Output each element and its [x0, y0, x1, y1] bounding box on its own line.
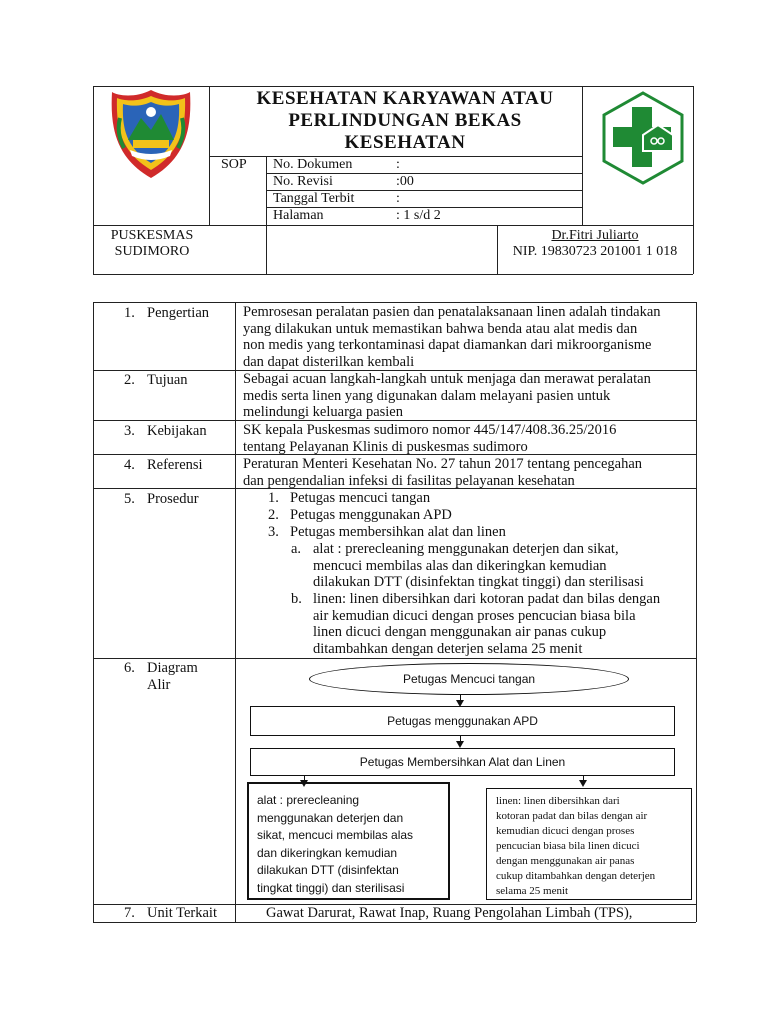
section-content-related-units: Gawat Darurat, Rawat Inap, Ruang Pengolahan Limbah (TPS), — [266, 905, 633, 921]
substep-line: linen: linen dibersihkan dari kotoran padat dan bilas dengan — [313, 591, 661, 607]
signer-name: Dr.Fitri Juliarto — [551, 228, 639, 243]
facility-line: SUDIMORO — [114, 244, 190, 259]
flow-start-label: Petugas Mencuci tangan — [402, 672, 536, 686]
content-line: dan pengendalian infeksi di fasilitas pelayanan kesehatan — [243, 472, 575, 489]
title-line: KESEHATAN KARYAWAN ATAU — [256, 88, 554, 109]
substep-line: air kemudian dicuci dengan proses pencucian biasa bila — [313, 607, 636, 624]
flow-arrowhead — [579, 780, 587, 787]
substep-line: dilakukan DTT (disinfektan tingkat tinggi) dan sterilisasi — [313, 574, 644, 590]
meta-value-issue-date: : — [396, 191, 400, 206]
meta-value-revision: :00 — [396, 174, 414, 189]
substep-line: ditambahkan dengan deterjen selama 25 menit — [313, 640, 583, 657]
regency-emblem-logo — [108, 88, 194, 180]
flow-box-tools — [247, 782, 450, 900]
section-label — [147, 660, 198, 693]
flow-box-line: kotoran padat dan bilas dengan air — [496, 810, 648, 822]
meta-label-document-number: No. Dokumen — [273, 157, 353, 172]
flow-step-apd — [250, 706, 675, 736]
section-content-definition — [243, 304, 661, 370]
section-label: Pengertian — [147, 305, 210, 321]
flow-box-line: dengan menggunakan air panas — [496, 855, 635, 867]
flow-step-clean — [250, 748, 675, 776]
procedure-substep-letter: b. — [291, 591, 302, 607]
meta-label-page: Halaman — [273, 208, 324, 223]
section-label: Prosedur — [147, 491, 199, 507]
section-number: 1. — [124, 305, 135, 321]
flow-box-line: dilakukan DTT (disinfektan — [257, 863, 399, 877]
content-line: medis serta linen yang digunakan dalam melayani pasien untuk — [243, 387, 611, 404]
substep-line: linen dicuci dengan menggunakan air panas cukup — [313, 624, 607, 640]
section-number: 3. — [124, 423, 135, 439]
section-content-policy — [243, 422, 616, 455]
flow-box-line: sikat, mencuci membilas alas — [257, 828, 414, 842]
content-line: Peraturan Menteri Kesehatan No. 27 tahun 2017 tentang pencegahan — [243, 456, 643, 472]
flow-box-line: tingkat tinggi) dan sterilisasi — [257, 880, 405, 895]
puskesmas-logo — [600, 91, 686, 185]
flow-step-apd-label: Petugas menggunakan APD — [387, 714, 538, 728]
title-line: PERLINDUNGAN BEKAS — [288, 110, 522, 131]
section-content-reference — [243, 456, 642, 489]
section-label: Unit Terkait — [147, 905, 217, 921]
facility-line: PUSKESMAS — [110, 228, 194, 243]
section-content-purpose — [243, 371, 651, 421]
signer-nip: NIP. 19830723 201001 1 018 — [512, 244, 678, 259]
title-line: KESEHATAN — [344, 132, 466, 153]
content-line: yang dilakukan untuk memastikan bahwa benda atau alat medis dan — [243, 320, 638, 337]
procedure-substep-letter: a. — [291, 541, 302, 557]
content-line: SK kepala Puskesmas sudimoro nomor 445/147/408.36.25/2016 — [243, 422, 617, 438]
content-line: tentang Pelayanan Klinis di puskesmas sudimoro — [243, 438, 528, 455]
facility-name — [95, 228, 209, 260]
section-label: Referensi — [147, 457, 203, 473]
meta-label-issue-date: Tanggal Terbit — [273, 191, 355, 206]
procedure-step: Petugas mencuci tangan — [290, 490, 431, 506]
procedure-step-number: 2. — [268, 507, 279, 523]
meta-value-document-number: : — [396, 157, 400, 172]
sop-label: SOP — [221, 157, 247, 172]
procedure-substep-linen — [313, 591, 660, 657]
flow-step-clean-label: Petugas Membersihkan Alat dan Linen — [359, 755, 566, 769]
flow-box-line: dan dikeringkan kemudian — [257, 845, 398, 860]
content-line: Sebagai acuan langkah-langkah untuk menjaga dan merawat peralatan — [243, 371, 651, 387]
section-number: 5. — [124, 491, 135, 507]
content-line: non medis yang terkontaminasi dapat diamankan dari mikroorganisme — [243, 337, 652, 353]
meta-value-page: : 1 s/d 2 — [396, 208, 441, 223]
label-line: Diagram — [147, 660, 198, 676]
substep-line: alat : prerecleaning menggunakan deterjen dan sikat, — [313, 541, 619, 557]
flow-start-ellipse — [309, 663, 629, 695]
procedure-substep-tools — [313, 541, 644, 591]
flow-box-line: pencucian biasa bila linen dicuci — [496, 840, 640, 852]
substep-line: mencuci membilas alas dan dikeringkan kemudian — [313, 557, 607, 574]
content-line: Pemrosesan peralatan pasien dan penatalaksanaan linen adalah tindakan — [243, 304, 661, 320]
meta-label-revision: No. Revisi — [273, 174, 333, 189]
document-title — [212, 88, 598, 154]
flow-box-line: cukup ditambahkan dengan deterjen — [496, 870, 656, 882]
section-number: 7. — [124, 905, 135, 921]
procedure-step-number: 3. — [268, 524, 279, 540]
content-line: melindungi keluarga pasien — [243, 404, 403, 420]
section-label: Tujuan — [147, 372, 188, 388]
section-label: Kebijakan — [147, 423, 207, 439]
flow-box-line: linen: linen dibersihkan dari — [496, 795, 620, 807]
flow-box-line: menggunakan deterjen dan — [257, 810, 404, 825]
procedure-step: Petugas membersihkan alat dan linen — [290, 524, 506, 540]
label-line: Alir — [147, 676, 171, 693]
section-number: 6. — [124, 660, 135, 676]
procedure-step-number: 1. — [268, 490, 279, 506]
section-number: 2. — [124, 372, 135, 388]
content-line: dan dapat disterilkan kembali — [243, 353, 415, 370]
flow-box-line: alat : prerecleaning — [257, 793, 360, 807]
flow-box-linen — [486, 788, 692, 900]
flow-box-line: kemudian dicuci dengan proses — [496, 825, 635, 837]
flow-box-line: selama 25 menit — [496, 885, 569, 897]
procedure-step: Petugas menggunakan APD — [290, 507, 452, 523]
flow-arrowhead — [456, 741, 464, 748]
section-number: 4. — [124, 457, 135, 473]
